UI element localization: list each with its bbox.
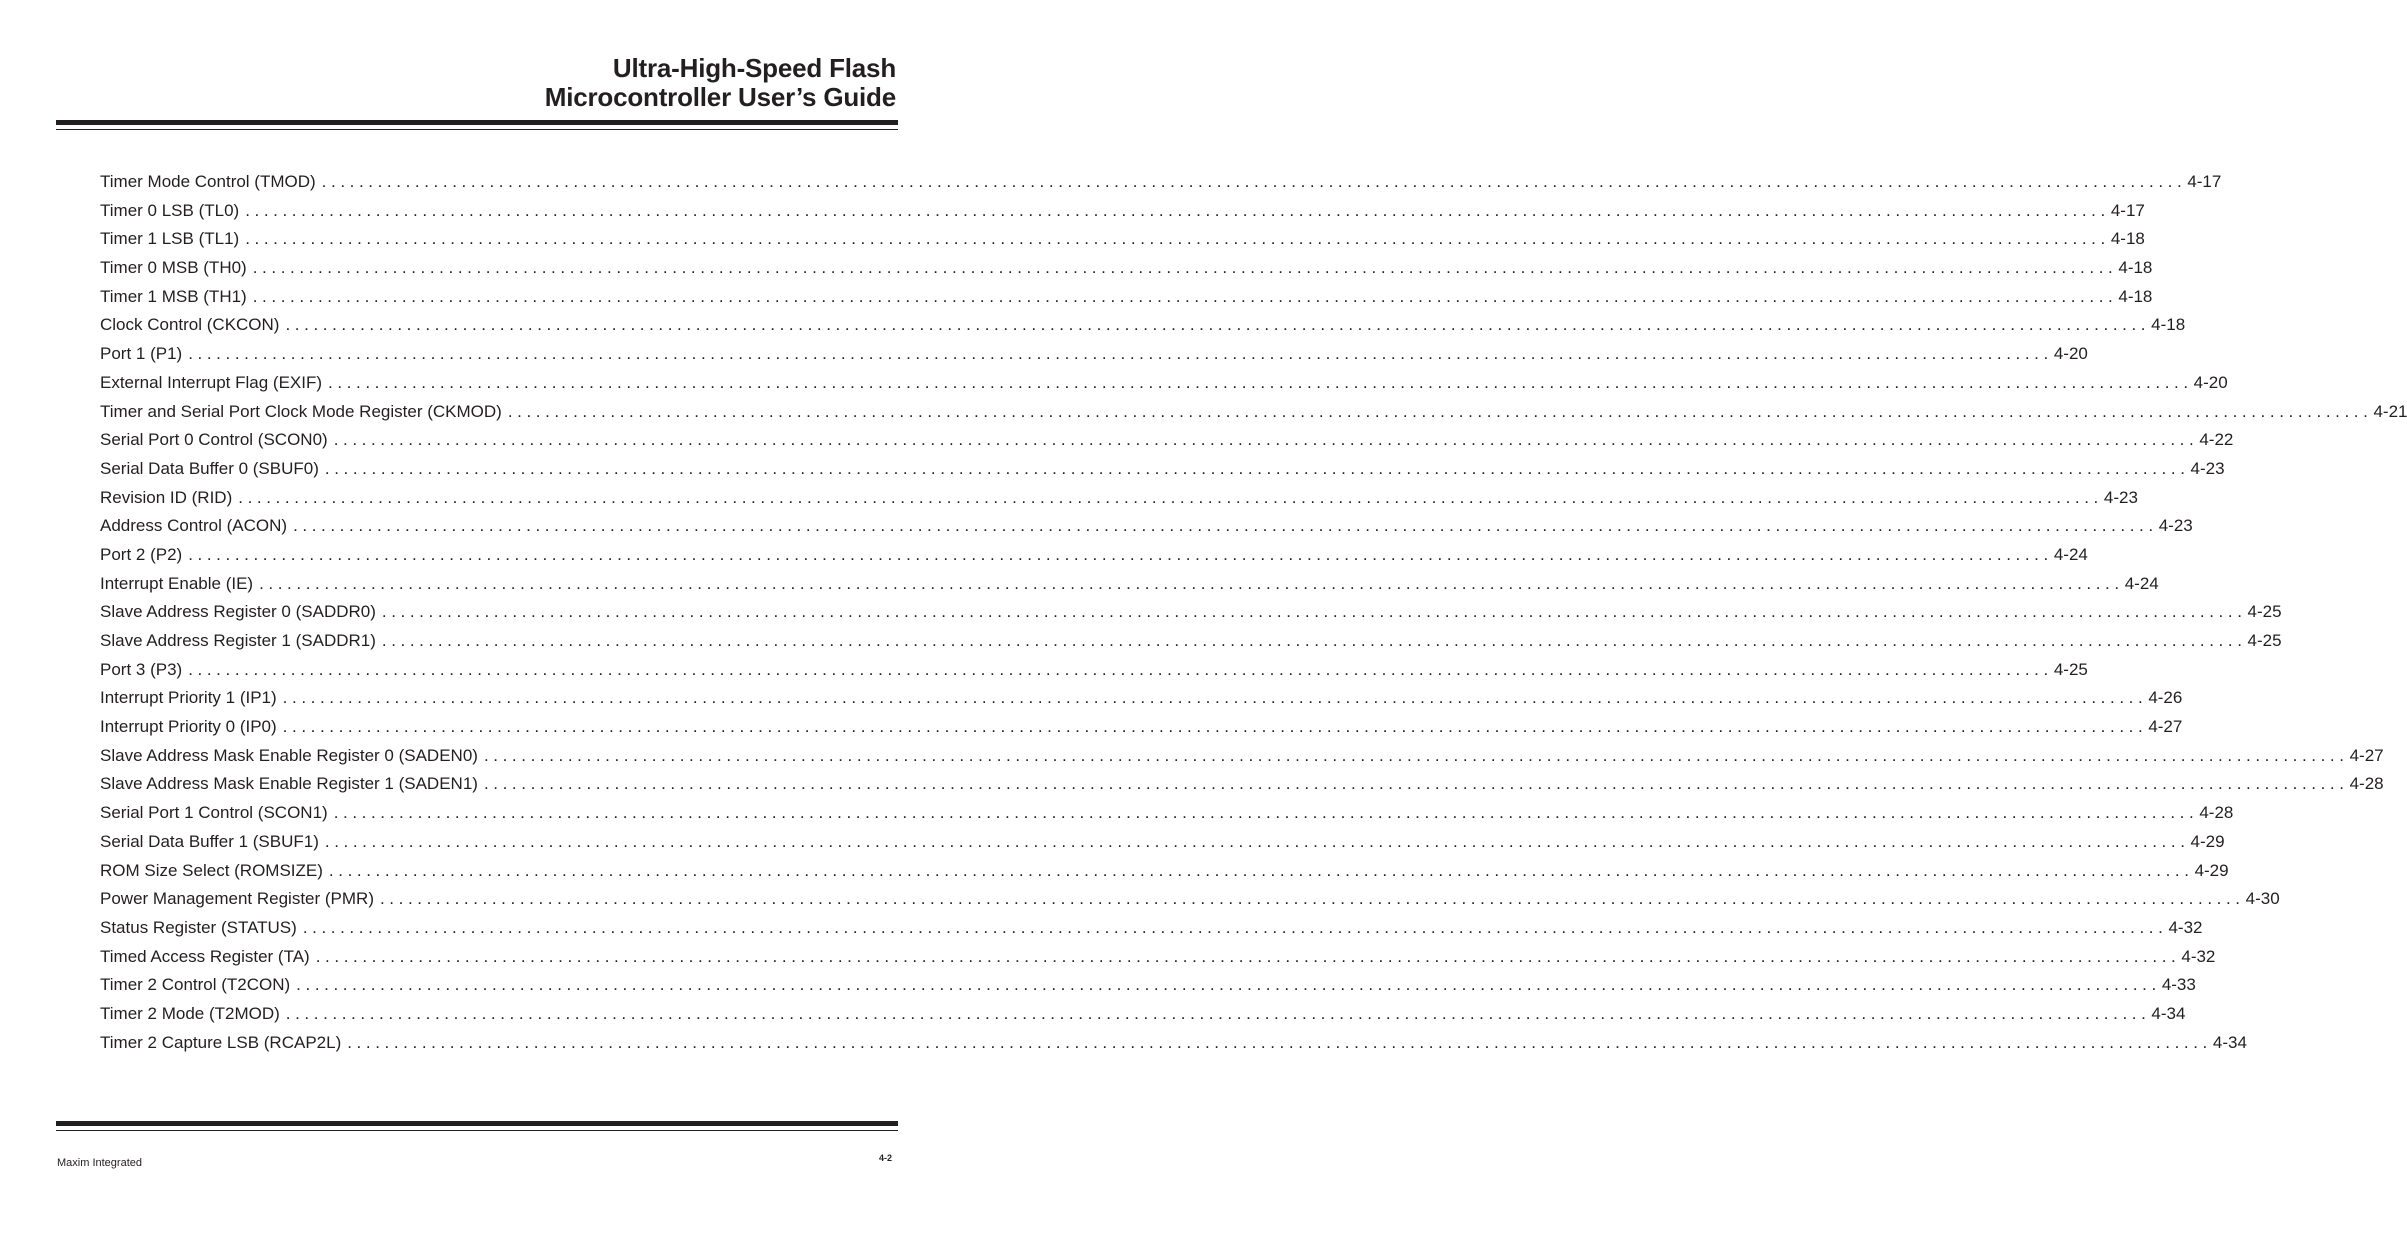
toc-entry-page: 4-29 <box>2194 860 2229 880</box>
toc-entry-label: Timer 0 LSB (TL0) <box>100 200 240 220</box>
toc-entry-page: 4-27 <box>2349 745 2384 765</box>
toc-dot-leader: ........................................................................................................................................................................................................ <box>188 659 2053 679</box>
toc-entry[interactable] <box>100 258 2153 287</box>
toc-dot-leader: ........................................................................................................................................................................................................ <box>302 917 2168 937</box>
toc-entry[interactable] <box>100 401 2407 431</box>
toc-entry[interactable] <box>100 717 2183 746</box>
toc-entry[interactable] <box>100 860 2229 890</box>
toc-dot-leader: ........................................................................................................................................................................................................ <box>285 315 2151 335</box>
toc-dot-leader: ........................................................................................................................................................................................................ <box>188 344 2053 364</box>
toc-entry-label: Slave Address Mask Enable Register 0 (SADEN0) <box>100 745 478 765</box>
toc-entry-label: Timer 2 Control (T2CON) <box>100 975 291 995</box>
toc-dot-leader: ........................................................................................................................................................................................................ <box>483 745 2349 765</box>
toc-entry[interactable] <box>100 917 2203 947</box>
toc-entry-label: Port 3 (P3) <box>100 659 183 679</box>
toc-entry[interactable] <box>100 831 2225 861</box>
toc-entry-label: Interrupt Enable (IE) <box>100 573 254 593</box>
header-rule-thick <box>56 120 898 125</box>
toc-dot-leader: ........................................................................................................................................................................................................ <box>245 229 2110 249</box>
toc-dot-leader: ........................................................................................................................................................................................................ <box>333 803 2199 823</box>
toc-dot-leader: ........................................................................................................................................................................................................ <box>324 458 2190 478</box>
toc-entry[interactable] <box>100 1032 2247 1062</box>
toc-entry-page: 4-25 <box>2247 631 2282 650</box>
toc-entry-label: Serial Data Buffer 1 (SBUF1) <box>100 831 319 851</box>
toc-entry-page: 4-20 <box>2193 372 2228 392</box>
toc-entry-page: 4-18 <box>2118 258 2153 278</box>
toc-entry-page: 4-28 <box>2349 774 2384 794</box>
toc-entry[interactable] <box>100 946 2216 976</box>
toc-entry-label: Serial Data Buffer 0 (SBUF0) <box>100 458 319 478</box>
toc-entry-page: 4-26 <box>2148 688 2183 708</box>
toc-dot-leader: ........................................................................................................................................................................................................ <box>328 860 2194 880</box>
toc-dot-leader: ........................................................................................................................................................................................................ <box>333 430 2199 450</box>
toc-entry-page: 4-25 <box>2247 602 2282 622</box>
toc-dot-leader: ........................................................................................................................................................................................................ <box>245 200 2110 220</box>
footer-rule-thin <box>56 1130 898 1131</box>
toc-dot-leader: ........................................................................................................................................................................................................ <box>507 401 2373 421</box>
toc-entry-page: 4-33 <box>2161 975 2196 995</box>
toc-entry-page: 4-20 <box>2053 344 2088 364</box>
toc-entry[interactable] <box>100 229 2145 258</box>
toc-entry-label: Slave Address Register 1 (SADDR1) <box>100 631 376 650</box>
toc-entry-label: Timer 2 Capture LSB (RCAP2L) <box>100 1032 342 1052</box>
toc-dot-leader: ........................................................................................................................................................................................................ <box>379 889 2245 909</box>
toc-entry-page: 4-24 <box>2124 573 2159 593</box>
toc-entry-page: 4-22 <box>2199 430 2234 450</box>
toc-dot-leader: ........................................................................................................................................................................................................ <box>315 946 2181 966</box>
toc-entry-page: 4-17 <box>2187 172 2222 191</box>
toc-entry-label: Timer 1 MSB (TH1) <box>100 286 247 306</box>
toc-entry-page: 4-34 <box>2151 1003 2186 1023</box>
toc-entry-label: External Interrupt Flag (EXIF) <box>100 372 323 392</box>
toc-entry[interactable] <box>100 286 2153 316</box>
toc-entry-page: 4-24 <box>2053 544 2088 564</box>
page-title-line-1: Ultra-High-Speed Flash <box>612 53 896 83</box>
toc-entry-label: Status Register (STATUS) <box>100 917 297 937</box>
toc-entry[interactable] <box>100 372 2228 402</box>
toc-entry[interactable] <box>100 659 2088 689</box>
footer-company: Maxim Integrated <box>57 1157 142 1169</box>
toc-entry[interactable] <box>100 487 2138 517</box>
toc-entry[interactable] <box>100 573 2159 603</box>
toc-entry-label: Serial Port 1 Control (SCON1) <box>100 803 328 823</box>
toc-dot-leader: ........................................................................................................................................................................................................ <box>285 1003 2151 1023</box>
toc-entry-label: Timer 1 LSB (TL1) <box>100 229 240 249</box>
page-title <box>545 54 896 112</box>
footer-rule-thick <box>56 1121 898 1126</box>
page-title-line-2: Microcontroller User’s Guide <box>544 82 896 112</box>
toc-entry[interactable] <box>100 889 2280 918</box>
toc-entry[interactable] <box>100 516 2193 545</box>
toc-entry-page: 4-21 <box>2373 401 2407 421</box>
toc-entry-label: Slave Address Register 0 (SADDR0) <box>100 602 376 622</box>
toc-dot-leader: ........................................................................................................................................................................................................ <box>282 688 2148 708</box>
toc-entry[interactable] <box>100 172 2222 201</box>
toc-entry-label: Timed Access Register (TA) <box>100 946 310 966</box>
toc-entry-label: Port 2 (P2) <box>100 544 183 564</box>
toc-entry-page: 4-23 <box>2190 458 2225 478</box>
toc-dot-leader: ........................................................................................................................................................................................................ <box>347 1032 2212 1052</box>
toc-dot-leader: ........................................................................................................................................................................................................ <box>188 544 2053 564</box>
footer-page-number: 4-2 <box>878 1153 892 1163</box>
toc-dot-leader: ........................................................................................................................................................................................................ <box>296 975 2161 995</box>
toc-dot-leader: ........................................................................................................................................................................................................ <box>282 717 2148 737</box>
toc-entry[interactable] <box>100 344 2088 373</box>
toc-dot-leader: ........................................................................................................................................................................................................ <box>324 831 2190 851</box>
toc-entry-page: 4-29 <box>2190 831 2225 851</box>
toc-dot-leader: ........................................................................................................................................................................................................ <box>381 602 2247 622</box>
toc-entry-page: 4-23 <box>2158 516 2193 536</box>
toc-entry-page: 4-17 <box>2110 200 2145 220</box>
toc-entry-page: 4-34 <box>2212 1032 2247 1052</box>
toc-entry-label: Timer 2 Mode (T2MOD) <box>100 1003 280 1023</box>
header-rule-thin <box>56 129 898 130</box>
toc-entry-page: 4-28 <box>2199 803 2234 823</box>
toc-entry[interactable] <box>100 774 2384 803</box>
toc-entry-label: ROM Size Select (ROMSIZE) <box>100 860 323 880</box>
toc-dot-leader: ........................................................................................................................................................................................................ <box>321 172 2187 191</box>
toc-entry-label: Interrupt Priority 1 (IP1) <box>100 688 277 708</box>
toc-dot-leader: ........................................................................................................................................................................................................ <box>381 631 2247 650</box>
toc-entry-label: Revision ID (RID) <box>100 487 233 507</box>
toc-dot-leader: ........................................................................................................................................................................................................ <box>293 516 2158 536</box>
toc-entry-page: 4-18 <box>2151 315 2186 335</box>
toc-entry-label: Serial Port 0 Control (SCON0) <box>100 430 328 450</box>
toc-entry-label: Timer 0 MSB (TH0) <box>100 258 247 278</box>
toc-entry[interactable] <box>100 631 2282 660</box>
toc-entry-page: 4-18 <box>2118 286 2153 306</box>
toc-entry[interactable] <box>100 975 2196 1004</box>
toc-entry-label: Timer and Serial Port Clock Mode Register (CKMOD) <box>100 401 502 421</box>
toc-entry-label: Port 1 (P1) <box>100 344 183 364</box>
toc-dot-leader: ........................................................................................................................................................................................................ <box>252 258 2118 278</box>
toc-entry-label: Address Control (ACON) <box>100 516 288 536</box>
toc-entry-page: 4-23 <box>2103 487 2138 507</box>
toc-entry[interactable] <box>100 458 2225 488</box>
toc-entry-page: 4-18 <box>2110 229 2145 249</box>
toc-entry[interactable] <box>100 745 2384 775</box>
toc-dot-leader: ........................................................................................................................................................................................................ <box>238 487 2103 507</box>
toc-dot-leader: ........................................................................................................................................................................................................ <box>483 774 2349 794</box>
toc-entry-page: 4-25 <box>2053 659 2088 679</box>
toc-entry[interactable] <box>100 803 2234 832</box>
toc-entry[interactable] <box>100 430 2234 459</box>
toc-dot-leader: ........................................................................................................................................................................................................ <box>259 573 2124 593</box>
toc-entry-label: Timer Mode Control (TMOD) <box>100 172 316 191</box>
toc-dot-leader: ........................................................................................................................................................................................................ <box>328 372 2193 392</box>
toc-entry[interactable] <box>100 544 2088 574</box>
toc-entry[interactable] <box>100 688 2183 717</box>
table-of-contents <box>100 172 2407 1061</box>
toc-entry-page: 4-27 <box>2148 717 2183 737</box>
toc-entry-label: Interrupt Priority 0 (IP0) <box>100 717 277 737</box>
toc-entry-label: Slave Address Mask Enable Register 1 (SADEN1) <box>100 774 478 794</box>
toc-entry-page: 4-32 <box>2181 946 2216 966</box>
toc-entry-page: 4-30 <box>2245 889 2280 909</box>
toc-entry[interactable] <box>100 200 2145 230</box>
toc-entry-label: Clock Control (CKCON) <box>100 315 280 335</box>
toc-entry[interactable] <box>100 602 2282 631</box>
toc-entry-label: Power Management Register (PMR) <box>100 889 374 909</box>
toc-entry[interactable] <box>100 315 2186 344</box>
toc-entry-page: 4-32 <box>2168 917 2203 937</box>
toc-dot-leader: ........................................................................................................................................................................................................ <box>252 286 2118 306</box>
toc-entry[interactable] <box>100 1003 2186 1033</box>
